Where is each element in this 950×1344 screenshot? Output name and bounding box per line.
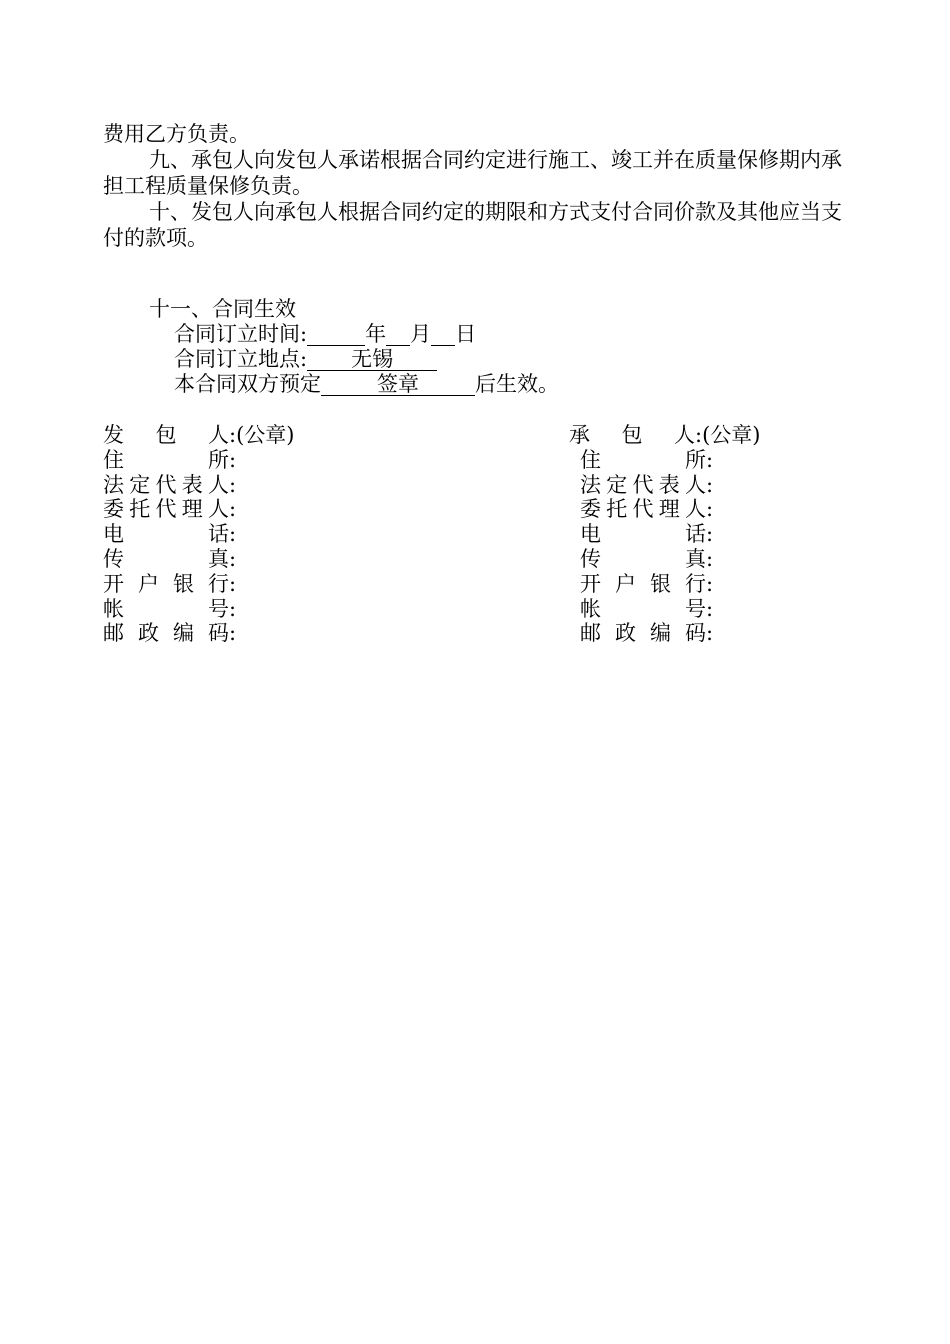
colon: : [706,522,714,547]
effect-line [149,372,559,397]
employer-block [103,423,294,646]
employer-field-row [103,497,294,522]
paragraph-nine: 九、承包人向发包人承诺根据合同约定进行施工、竣工并在质量保修期内承担工程质量保修负责。 [103,148,842,198]
employer-field-label: 开 户 银 行 [103,571,229,596]
employer-field-label: 帐 号 [103,596,229,621]
colon: : [229,497,237,522]
employer-field-label: 住 所 [103,447,229,472]
contractor-field-row [569,497,760,522]
employer-title-row [103,423,294,448]
employer-field-row [103,448,294,473]
employer-title-value: :(公章) [229,423,295,447]
contractor-field-row [569,522,760,547]
contractor-field-label: 邮 政 编 码 [580,621,706,646]
contractor-field-row [569,547,760,572]
year-blank [307,323,365,346]
section-eleven-heading: 十一、合同生效 [149,297,296,321]
contractor-field-row [569,448,760,473]
colon: : [229,571,237,596]
colon: : [706,621,714,646]
employer-field-label: 委托代理人 [103,497,229,522]
employer-field-label: 邮 政 编 码 [103,621,229,646]
colon: : [706,447,714,472]
sign-time-label: 合同订立时间: [174,322,308,346]
contractor-field-label: 电 话 [580,522,706,547]
contractor-field-row [569,572,760,597]
colon: : [706,571,714,596]
contractor-field-row [569,597,760,622]
day-label: 日 [455,322,477,346]
colon: : [229,447,237,472]
colon: : [706,497,714,522]
employer-field-label: 电 话 [103,522,229,547]
contractor-title-row [569,423,760,448]
contractor-field-row [569,473,760,498]
effect-value: 签章 [321,373,475,396]
colon: : [229,621,237,646]
sign-time-line [149,322,559,347]
contractor-field-label: 法定代表人 [580,472,706,497]
contractor-field-label: 委托代理人 [580,497,706,522]
contractor-title-value: :(公章) [695,423,761,447]
month-blank [386,323,410,346]
employer-field-row [103,572,294,597]
colon: : [229,522,237,547]
employer-field-row [103,621,294,646]
colon: : [229,472,237,497]
colon: : [706,596,714,621]
sign-place-label: 合同订立地点: [174,347,308,371]
effect-prefix: 本合同双方预定 [174,372,321,396]
employer-field-row [103,547,294,572]
contractor-field-row [569,621,760,646]
colon: : [229,546,237,571]
contract-body [103,121,853,251]
sign-place-value: 无锡 [307,348,437,371]
employer-field-label: 传 真 [103,546,229,571]
employer-title-label: 发 包 人 [103,423,229,447]
contractor-title-label: 承 包 人 [569,423,695,447]
employer-field-label: 法定代表人 [103,472,229,497]
section-eleven [149,297,559,397]
employer-field-row [103,473,294,498]
colon: : [229,596,237,621]
employer-field-row [103,597,294,622]
contractor-field-label: 帐 号 [580,596,706,621]
colon: : [706,472,714,497]
contractor-field-label: 住 所 [580,447,706,472]
contractor-field-label: 开 户 银 行 [580,571,706,596]
paragraph-cost: 费用乙方负责。 [103,122,250,146]
year-label: 年 [365,322,387,346]
employer-field-row [103,522,294,547]
effect-suffix: 后生效。 [475,372,559,396]
colon: : [706,546,714,571]
contractor-block [569,423,760,646]
day-blank [431,323,455,346]
contractor-field-label: 传 真 [580,546,706,571]
month-label: 月 [410,322,432,346]
sign-place-line [149,347,559,372]
paragraph-ten: 十、发包人向承包人根据合同约定的期限和方式支付合同价款及其他应当支付的款项。 [103,200,842,250]
